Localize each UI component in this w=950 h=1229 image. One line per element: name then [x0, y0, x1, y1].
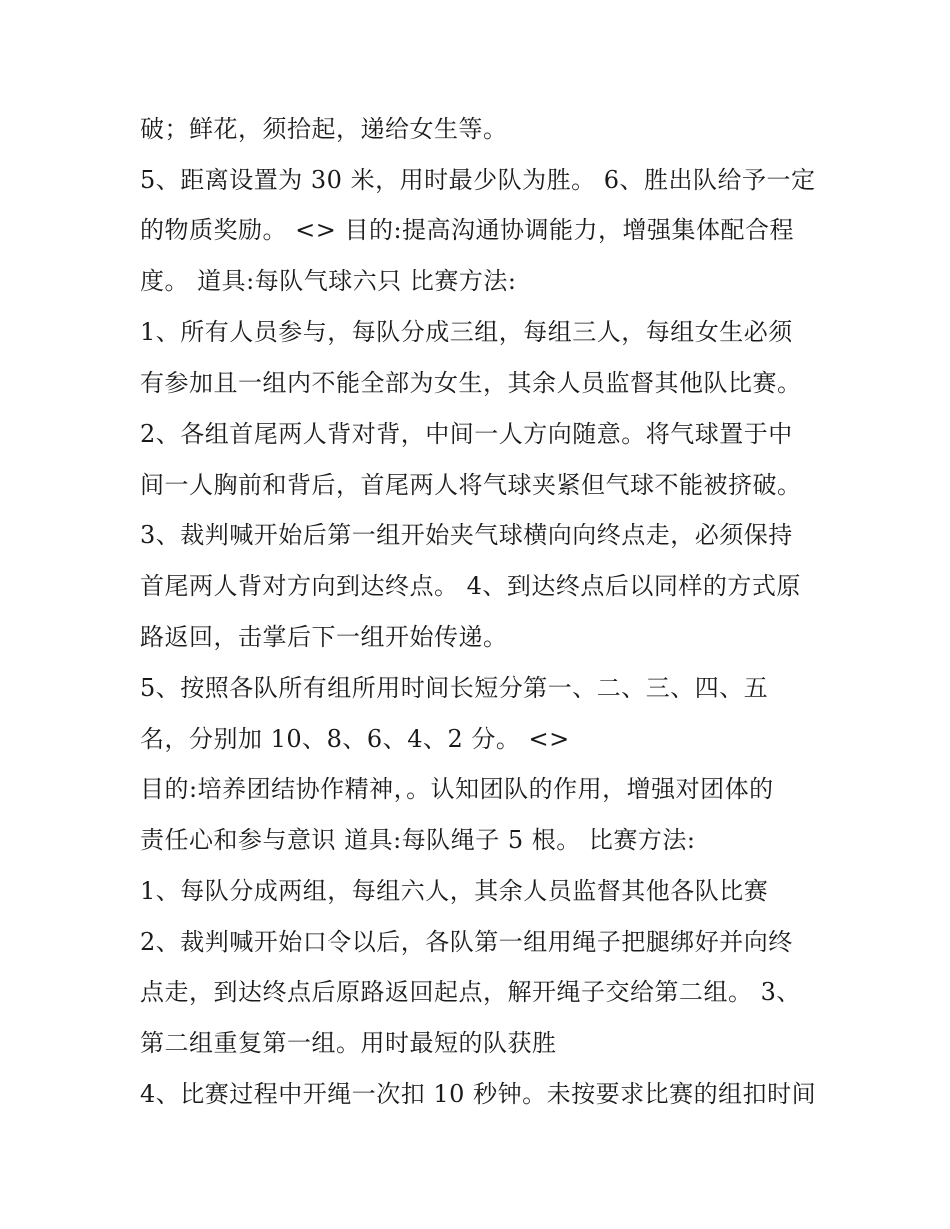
text-line: 4、比赛过程中开绳一次扣 10 秒钟。未按要求比赛的组扣时间 — [140, 1080, 817, 1108]
text-line: 5、按照各队所有组所用时间长短分第一、二、三、四、五 — [140, 674, 769, 702]
text-line: 第二组重复第一组。用时最短的队获胜 — [140, 1029, 557, 1057]
text-line: 间一人胸前和背后，首尾两人将气球夹紧但气球不能被挤破。 — [140, 471, 802, 499]
text-line: 首尾两人背对方向到达终点。 4、到达终点后以同样的方式原 — [140, 572, 801, 600]
text-line: 度。 道具:每队气球六只 比赛方法: — [140, 267, 517, 295]
text-line: 点走，到达终点后原路返回起点，解开绳子交给第二组。 3、 — [140, 978, 801, 1006]
text-line: 路返回，击掌后下一组开始传递。 — [140, 623, 508, 651]
text-line: 有参加且一组内不能全部为女生，其余人员监督其他队比赛。 — [140, 369, 802, 397]
text-line: 的物质奖励。 <> 目的:提高沟通协调能力，增强集体配合程 — [140, 216, 795, 244]
text-line: 2、各组首尾两人背对背，中间一人方向随意。将气球置于中 — [140, 420, 793, 448]
text-line: 责任心和参与意识 道具:每队绳子 5 根。 比赛方法: — [140, 826, 696, 854]
text-line: 2、裁判喊开始口令以后，各队第一组用绳子把腿绑好并向终 — [140, 928, 793, 956]
text-line: 1、所有人员参与，每队分成三组，每组三人，每组女生必须 — [140, 318, 793, 346]
text-line: 1、每队分成两组，每组六人，其余人员监督其他各队比赛 — [140, 877, 769, 905]
text-line: 5、距离设置为 30 米，用时最少队为胜。 6、胜出队给予一定 — [140, 166, 816, 194]
text-line: 破；鲜花，须拾起，递给女生等。 — [140, 115, 508, 143]
text-line: 目的:培养团结协作精神，。认知团队的作用，增强对团体的 — [140, 775, 774, 803]
text-line: 3、裁判喊开始后第一组开始夹气球横向向终点走，必须保持 — [140, 521, 793, 549]
text-line: 名，分别加 10、8、6、4、2 分。 <> — [140, 725, 570, 753]
